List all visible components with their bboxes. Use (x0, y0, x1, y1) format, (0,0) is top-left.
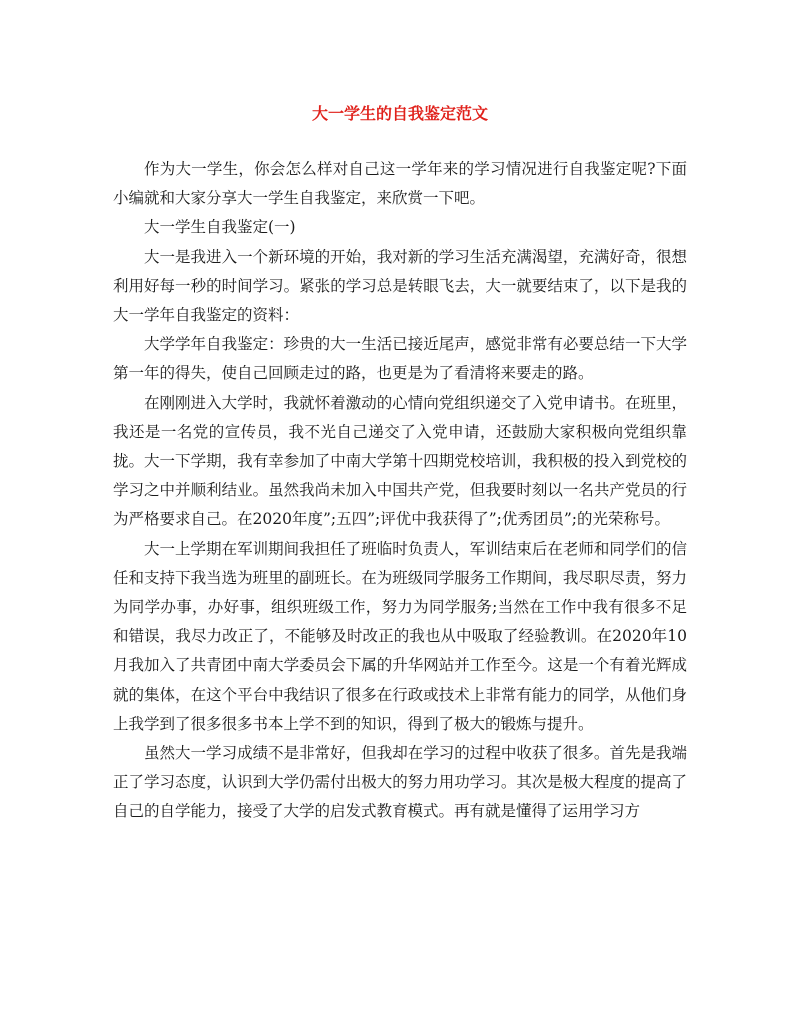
document-body (113, 155, 687, 827)
paragraph-5: 虽然大一学习成绩不是非常好，但我却在学习的过程中收获了很多。首先是我端正了学习态度，认识到大学仍需付出极大的努力用功学习。其次是极大程度的提高了自己的自学能力，接受了大学的启发式教育模式。再有就是懂得了运用学习方 (113, 744, 687, 821)
paragraph-2: 大学学年自我鉴定：珍贵的大一生活已接近尾声，感觉非常有必要总结一下大学第一年的得失，使自己回顾走过的路，也更是为了看清将来要走的路。 (113, 335, 687, 383)
section-heading: 大一学生自我鉴定(一) (144, 218, 296, 237)
paragraph-intro: 作为大一学生，你会怎么样对自己这一学年来的学习情况进行自我鉴定呢?下面小编就和大家分享大一学生自我鉴定，来欣赏一下吧。 (113, 160, 687, 208)
paragraph-1: 大一是我进入一个新环境的开始，我对新的学习生活充满渴望，充满好奇，很想利用好每一秒的时间学习。紧张的学习总是转眼飞去，大一就要结束了，以下是我的大一学年自我鉴定的资料： (113, 247, 687, 325)
paragraph-3: 在刚刚进入大学时，我就怀着激动的心情向党组织递交了入党申请书。在班里，我还是一名党的宣传员，我不光自己递交了入党申请，还鼓励大家积极向党组织靠拢。大一下学期，我有幸参加了中南大学第十四期党校培训，我积极的投入到党校的学习之中并顺利结业。虽然我尚未加入中国共产党，但我要时刻以一名共产党员的行为严格要求自己。在2020年度”;五四”;评优中我获得了”;优秀团员”;的光荣称号。 (113, 393, 687, 529)
paragraph-4: 大一上学期在军训期间我担任了班临时负责人，军训结束后在老师和同学们的信任和支持下我当选为班里的副班长。在为班级同学服务工作期间，我尽职尽责，努力为同学办事，办好事，组织班级工作，努力为同学服务;当然在工作中我有很多不足和错误，我尽力改正了，不能够及时改正的我也从中吸取了经验教训。在2020年10月我加入了共青团中南大学委员会下属的升华网站并工作至今。这是一个有着光辉成就的集体，在这个平台中我结识了很多在行政或技术上非常有能力的同学，从他们身上我学到了很多很多书本上学不到的知识，得到了极大的锻炼与提升。 (113, 539, 687, 733)
document-title: 大一学生的自我鉴定范文 (311, 104, 488, 123)
